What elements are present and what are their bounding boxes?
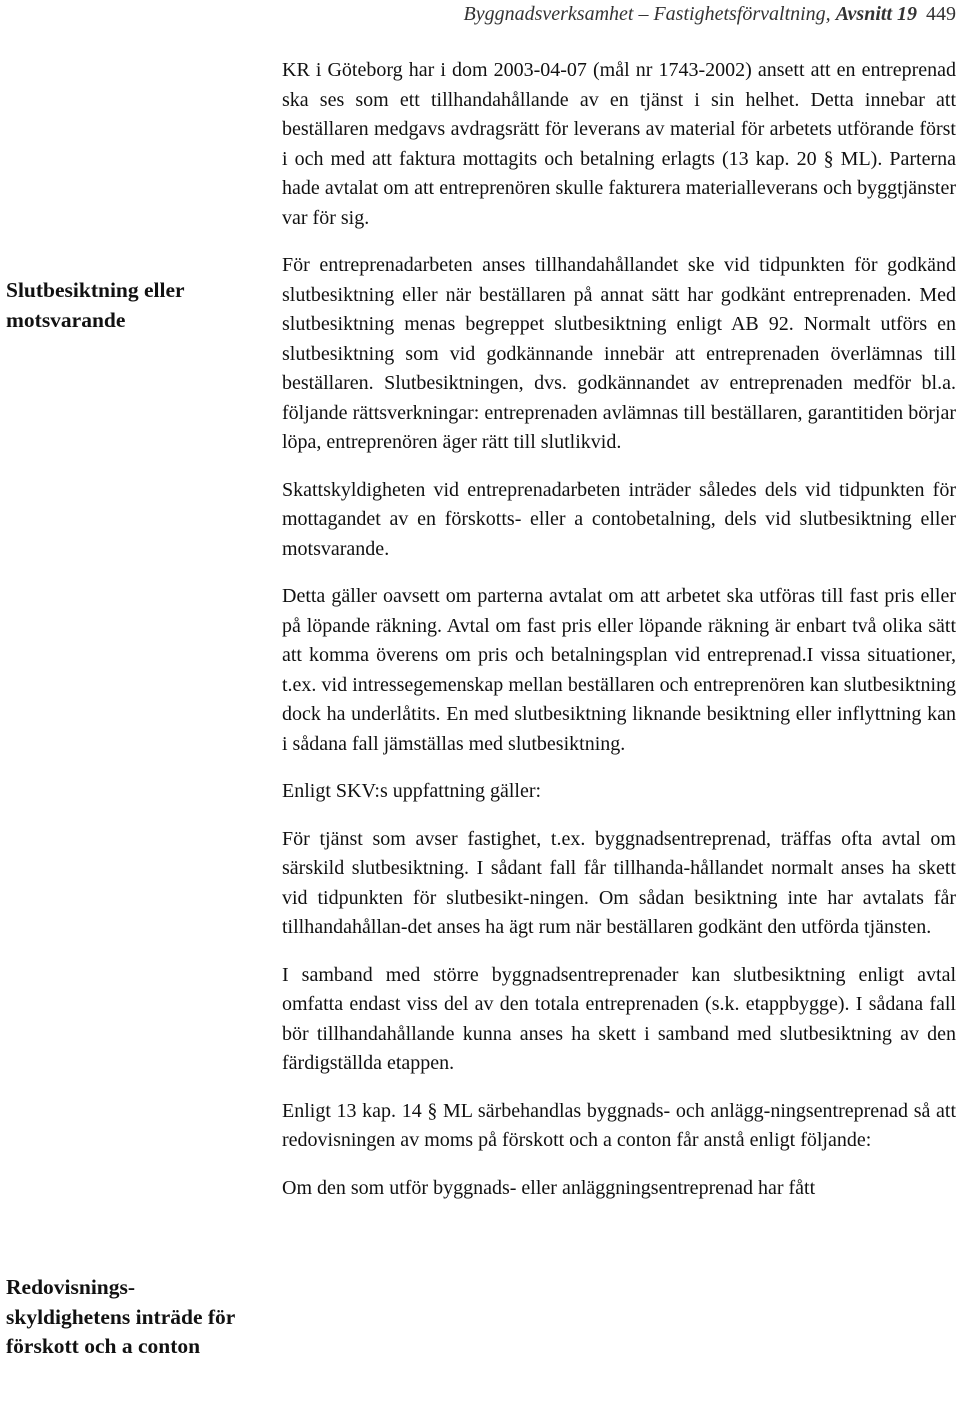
paragraph-kr-goteborg: KR i Göteborg har i dom 2003-04-07 (mål nr 1743-2002) ansett att en entreprenad ska ses som ett tillhandahållande av en tjänst i sin helhet. Detta innebar att beställaren medgavs avdragsrätt för leverans av material för arbetets utförande först i och med att faktura mottagits och betalning erlagts (13 kap. 20 § ML). Parterna hade avtalat om att entreprenören skulle fakturera materialleverans och byggtjänster var för sig. <box>282 59 956 229</box>
paragraph-tjanst-fastighet: För tjänst som avser fastighet, t.ex. byggnadsentreprenad, träffas ofta avtal om särskild slutbesiktning. I sådant fall får tillhanda-hållandet normalt anses ha skett vid tidpunkten för slutbesikt-ningen. Om sådan besiktning inte har avtalats får tillhandahållan-det anses ha ägt rum när beställaren godkänt den utförda tjänsten. <box>282 827 956 938</box>
paragraph-om-den-som: Om den som utför byggnads- eller anläggningsentreprenad har fått <box>282 1176 816 1199</box>
header-section: Avsnitt 19 <box>835 3 917 25</box>
paragraph-13-kap-14: Enligt 13 kap. 14 § ML särbehandlas byggnads- och anlägg-ningsentreprenad så att redovisningen av moms på förskott och a conton får anstå enligt följande: <box>282 1099 956 1151</box>
header-title: Byggnadsverksamhet – Fastighetsförvaltning, <box>463 3 831 25</box>
paragraph-tillhandahallande: För entreprenadarbeten anses tillhandahållandet ske vid tidpunkten för godkänd slutbesiktning eller när beställaren på annat sätt har godkänt entreprenaden. Med slutbesiktning menas begreppet slutbesiktning enligt AB 92. Normalt utförs en slutbesiktning som vid godkännande innebär att entreprenaden överlämnas till beställaren. Slutbesiktningen, dvs. godkännandet av entreprenaden medför bl.a. följande rättsverkningar: entreprenaden avlämnas till beställaren, garantitiden börjar löpa, entreprenören äger rätt till slutlikvid. <box>282 254 956 453</box>
running-header <box>464 2 956 26</box>
paragraph-skattskyldighet: Skattskyldigheten vid entreprenadarbeten inträder således dels vid tidpunkten för mottagandet av en förskotts- eller a contobetalning, dels vid slutbesiktning eller motsvarande. <box>282 478 956 560</box>
main-text <box>282 56 956 1221</box>
page-number: 449 <box>926 3 956 25</box>
side-heading-redovisningsskyldighet: Redovisnings-skyldighetens inträde för förskott och a conton <box>6 1275 235 1358</box>
paragraph-skv-uppfattning: Enligt SKV:s uppfattning gäller: <box>282 780 542 802</box>
paragraph-fast-pris: Detta gäller oavsett om parterna avtalat om att arbetet ska utföras till fast pris eller på löpande räkning. Avtal om fast pris eller löpande räkning är enbart två olika sätt att komma överens om pris och betalningsplan vid entreprenad.I vissa situationer, t.ex. vid intressegemenskap mellan beställaren och entreprenören kan slutbesiktning dock ha underlåtits. En med slutbesiktning liknande besiktning eller inflyttning kan i sådana fall jämställas med slutbesiktning. <box>282 585 956 755</box>
paragraph-etappbygge: I samband med större byggnadsentreprenader kan slutbesiktning enligt avtal omfatta endast viss del av den totala entreprenaden (s.k. etappbygge). I sådana fall bör tillhandahållande kunna anses ha skett i samband med slutbesiktning av den färdigställda etappen. <box>282 963 956 1074</box>
side-heading-slutbesiktning: Slutbesiktning eller motsvarande <box>6 278 185 332</box>
